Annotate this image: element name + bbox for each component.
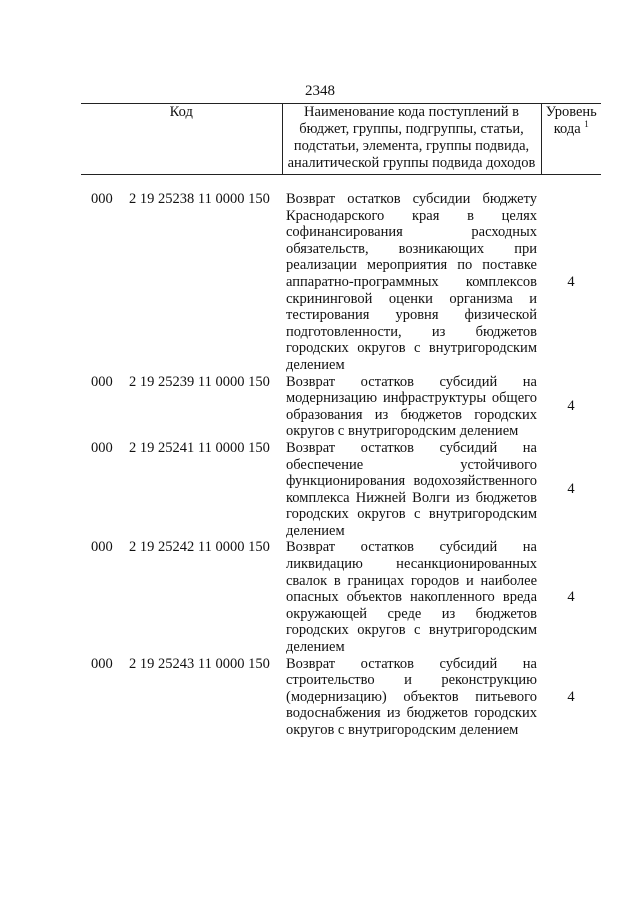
code-cell bbox=[81, 656, 282, 739]
code-prefix: 000 bbox=[91, 439, 113, 456]
level-footnote-marker: 1 bbox=[584, 118, 589, 129]
table-row bbox=[81, 539, 601, 655]
name-line: окружающей среде из бюджетов bbox=[286, 605, 537, 622]
level-cell: 4 bbox=[567, 688, 575, 705]
header-level-label: кода bbox=[553, 120, 581, 137]
name-line: водоснабжения из бюджетов городских bbox=[286, 705, 537, 722]
name-line: обеспечение устойчивого bbox=[286, 456, 537, 473]
name-line: модернизацию инфраструктуры общего bbox=[286, 390, 537, 407]
header-name-line: аналитической группы подвида доходов bbox=[287, 155, 536, 171]
header-level bbox=[541, 104, 601, 175]
code-prefix: 000 bbox=[91, 373, 113, 390]
name-line: (модернизацию) объектов питьевого bbox=[286, 688, 537, 705]
name-line: Возврат остатков субсидий на bbox=[286, 373, 537, 390]
name-line: строительство и реконструкцию bbox=[286, 672, 537, 689]
name-cell bbox=[282, 374, 541, 440]
code-cell bbox=[81, 374, 282, 440]
name-cell bbox=[282, 539, 541, 655]
name-line: Возврат остатков субсидии бюджету bbox=[286, 191, 537, 207]
name-cell bbox=[282, 440, 541, 540]
name-line: Возврат остатков субсидий на bbox=[286, 539, 537, 556]
table-header-row bbox=[81, 104, 601, 175]
header-code: Код bbox=[81, 104, 282, 175]
name-line: Краснодарского края в целях bbox=[286, 207, 537, 224]
header-name-line: подстатьи, элемента, группы подвида, bbox=[293, 138, 530, 154]
code-cell bbox=[81, 440, 282, 540]
level-cell: 4 bbox=[567, 398, 575, 415]
name-line: скрининговой оценки организма и bbox=[286, 290, 537, 307]
code-value: 2 19 25243 11 0000 150 bbox=[129, 655, 270, 672]
level-cell: 4 bbox=[567, 273, 575, 290]
name-line: тестирования уровня физической bbox=[286, 307, 537, 324]
name-line: функционирования водохозяйственного bbox=[286, 473, 537, 490]
header-name-line: бюджет, группы, подгруппы, статьи, bbox=[299, 121, 524, 137]
name-line: городских округов с внутригородским bbox=[286, 506, 537, 523]
page-number: 2348 bbox=[305, 83, 335, 99]
name-line: делением bbox=[286, 639, 345, 656]
code-value: 2 19 25239 11 0000 150 bbox=[129, 373, 270, 390]
code-prefix: 000 bbox=[91, 191, 113, 207]
name-line: делением bbox=[286, 356, 345, 373]
header-level-line1: Уровень bbox=[545, 104, 597, 120]
name-line: образования из бюджетов городских bbox=[286, 406, 537, 423]
name-line: комплекса Нижней Волги из бюджетов bbox=[286, 489, 537, 506]
name-line: подготовленности, из бюджетов bbox=[286, 323, 537, 340]
code-prefix: 000 bbox=[91, 655, 113, 672]
name-cell bbox=[282, 191, 541, 374]
name-line: делением bbox=[286, 522, 345, 539]
code-value: 2 19 25242 11 0000 150 bbox=[129, 539, 270, 556]
table-body bbox=[81, 175, 601, 739]
name-cell bbox=[282, 656, 541, 739]
table-row bbox=[81, 374, 601, 440]
name-line: аппаратно-программных комплексов bbox=[286, 273, 537, 290]
name-line: свалок в границах городов и наиболее bbox=[286, 572, 537, 589]
name-line: городских округов с внутригородским bbox=[286, 622, 537, 639]
name-line: Возврат остатков субсидий на bbox=[286, 655, 537, 672]
name-line: обязательств, возникающих при bbox=[286, 240, 537, 257]
name-line: реализации мероприятия по поставке bbox=[286, 257, 537, 274]
code-cell bbox=[81, 539, 282, 655]
name-line: опасных объектов накопленного вреда bbox=[286, 589, 537, 606]
name-line: Возврат остатков субсидий на bbox=[286, 439, 537, 456]
name-line: ликвидацию несанкционированных bbox=[286, 556, 537, 573]
header-name-line: Наименование кода поступлений в bbox=[304, 104, 519, 120]
name-line: округов с внутригородским делением bbox=[286, 423, 519, 440]
table-row bbox=[81, 656, 601, 739]
level-cell: 4 bbox=[567, 589, 575, 606]
name-line: округов с внутригородским делением bbox=[286, 722, 519, 738]
level-cell: 4 bbox=[567, 481, 575, 498]
header-spacer bbox=[81, 175, 601, 192]
code-cell bbox=[81, 191, 282, 374]
revenue-codes-table bbox=[81, 103, 601, 739]
name-line: софинансирования расходных bbox=[286, 224, 537, 241]
code-prefix: 000 bbox=[91, 539, 113, 556]
header-name bbox=[282, 104, 541, 175]
code-value: 2 19 25238 11 0000 150 bbox=[129, 191, 270, 207]
table-row bbox=[81, 191, 601, 374]
name-line: городских округов с внутригородским bbox=[286, 340, 537, 357]
table-row bbox=[81, 440, 601, 540]
header-level-line2 bbox=[544, 118, 600, 138]
code-value: 2 19 25241 11 0000 150 bbox=[129, 439, 270, 456]
